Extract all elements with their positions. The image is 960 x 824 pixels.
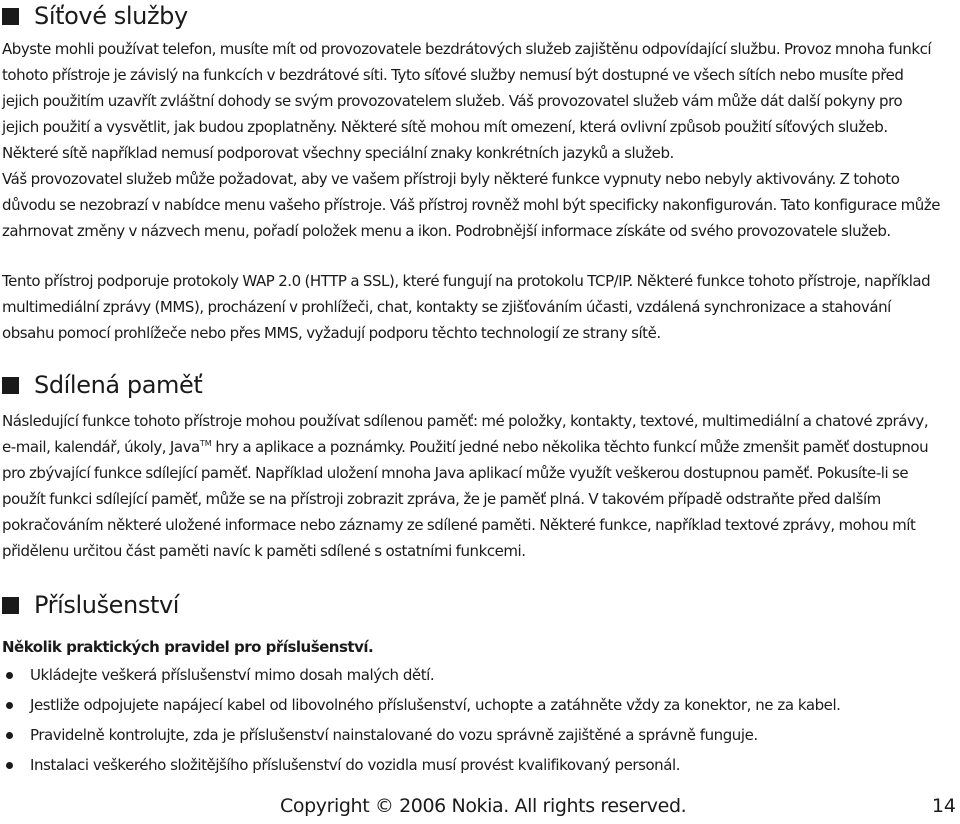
heading-square-icon: [2, 8, 19, 25]
list-item-text: Jestliže odpojujete napájecí kabel od libovolného příslušenství, uchopte a zatáhněte vždy za konektor, ne za kabel.: [30, 696, 841, 714]
shared-memory-text-part-2: hry a aplikace a poznámky. Použití jedné nebo několika těchto funkcí může zmenšit paměť dostupnou pro zbývající funkce sdílející paměť. Například uložení mnoha Java aplikací může využít veškerou dostupnou paměť. Pokusíte-li se použít funkci sdílející paměť, může se na přístroji zobrazit zpráva, že je paměť plná. V takovém případě odstraňte před dalším pokračováním některé uložené informace nebo záznamy ze sdílené paměti. Některé funkce, například textové zprávy, mohou mít přidělenu určitou část paměti navíc k paměti sdílené s ostatními funkcemi.: [2, 438, 929, 560]
network-services-paragraph-1: Abyste mohli používat telefon, musíte mít od provozovatele bezdrátových služeb zajištěnu odpovídající službu. Provoz mnoha funkcí tohoto přístroje je závislý na funkcích v bezdrátové síti. Tyto síťové služby nemusí být dostupné ve všech sítích nebo musíte před jejich použitím uzavřít zvláštní dohody se svým provozovatelem služeb. Váš provozovatel služeb vám může dát další pokyny pro jejich použití a vysvětlit, jak budou zpoplatněny. Některé sítě mohou mít omezení, která ovlivní způsob použití síťových služeb. Některé sítě například nemusí podporovat všechny speciální znaky konkrétních jazyků a služeb.: [2, 40, 932, 162]
list-item: [0, 690, 950, 720]
list-item: [0, 750, 950, 780]
list-item-text: Ukládejte veškerá příslušenství mimo dosah malých dětí.: [30, 666, 435, 684]
list-item: [0, 660, 950, 690]
network-services-paragraph-3: Tento přístroj podporuje protokoly WAP 2.0 (HTTP a SSL), které fungují na protokolu TCP/IP. Některé funkce tohoto přístroje, například multimediální zprávy (MMS), procházení v prohlížeči, chat, kontakty se zjišťováním účasti, vzdálená synchronizace a stahování obsahu pomocí prohlížeče nebo přes MMS, vyžadují podporu těchto technologií ze strany sítě.: [2, 272, 931, 342]
bullet-icon: [6, 702, 13, 709]
enhancements-rules-list: [0, 660, 950, 780]
network-services-title: Síťové služby: [34, 2, 188, 30]
enhancements-subtitle: Několik praktických pravidel pro příslušenství.: [2, 638, 374, 656]
page-number: 14: [931, 795, 956, 817]
bullet-icon: [6, 672, 13, 679]
footer-copyright: Copyright © 2006 Nokia. All rights reserved.: [280, 795, 687, 817]
shared-memory-text-part-1: Následující funkce tohoto přístroje mohou používat sdílenou paměť: mé položky, kontakty, textové, multimediální a chatové zprávy, e-mail, kalendář, úkoly, Java: [2, 412, 929, 456]
shared-memory-paragraph: [2, 408, 942, 564]
shared-memory-heading: [2, 370, 202, 400]
network-services-paragraph-2: Váš provozovatel služeb může požadovat, aby ve vašem přístroji byly některé funkce vypnuty nebo nebyly aktivovány. Z tohoto důvodu se nezobrazí v nabídce menu vašeho přístroje. Váš přístroj rovněž mohl být specificky nakonfigurován. Tato konfigurace může zahrnovat změny v názvech menu, pořadí položek menu a ikon. Podrobnější informace získáte od svého provozovatele služeb.: [2, 170, 941, 240]
list-item-text: Instalaci veškerého složitějšího příslušenství do vozidla musí provést kvalifikovaný personál.: [30, 756, 681, 774]
bullet-icon: [6, 762, 13, 769]
enhancements-heading: [2, 590, 179, 620]
shared-memory-title: Sdílená paměť: [34, 371, 203, 399]
list-item-text: Pravidelně kontrolujte, zda je příslušenství nainstalované do vozu správně zajištěné a správně funguje.: [30, 726, 758, 744]
heading-square-icon: [2, 597, 19, 614]
bullet-icon: [6, 732, 13, 739]
network-services-heading: [2, 1, 188, 31]
heading-square-icon: [2, 377, 19, 394]
enhancements-title: Příslušenství: [34, 591, 180, 619]
list-item: [0, 720, 950, 750]
trademark-mark: TM: [199, 439, 212, 448]
